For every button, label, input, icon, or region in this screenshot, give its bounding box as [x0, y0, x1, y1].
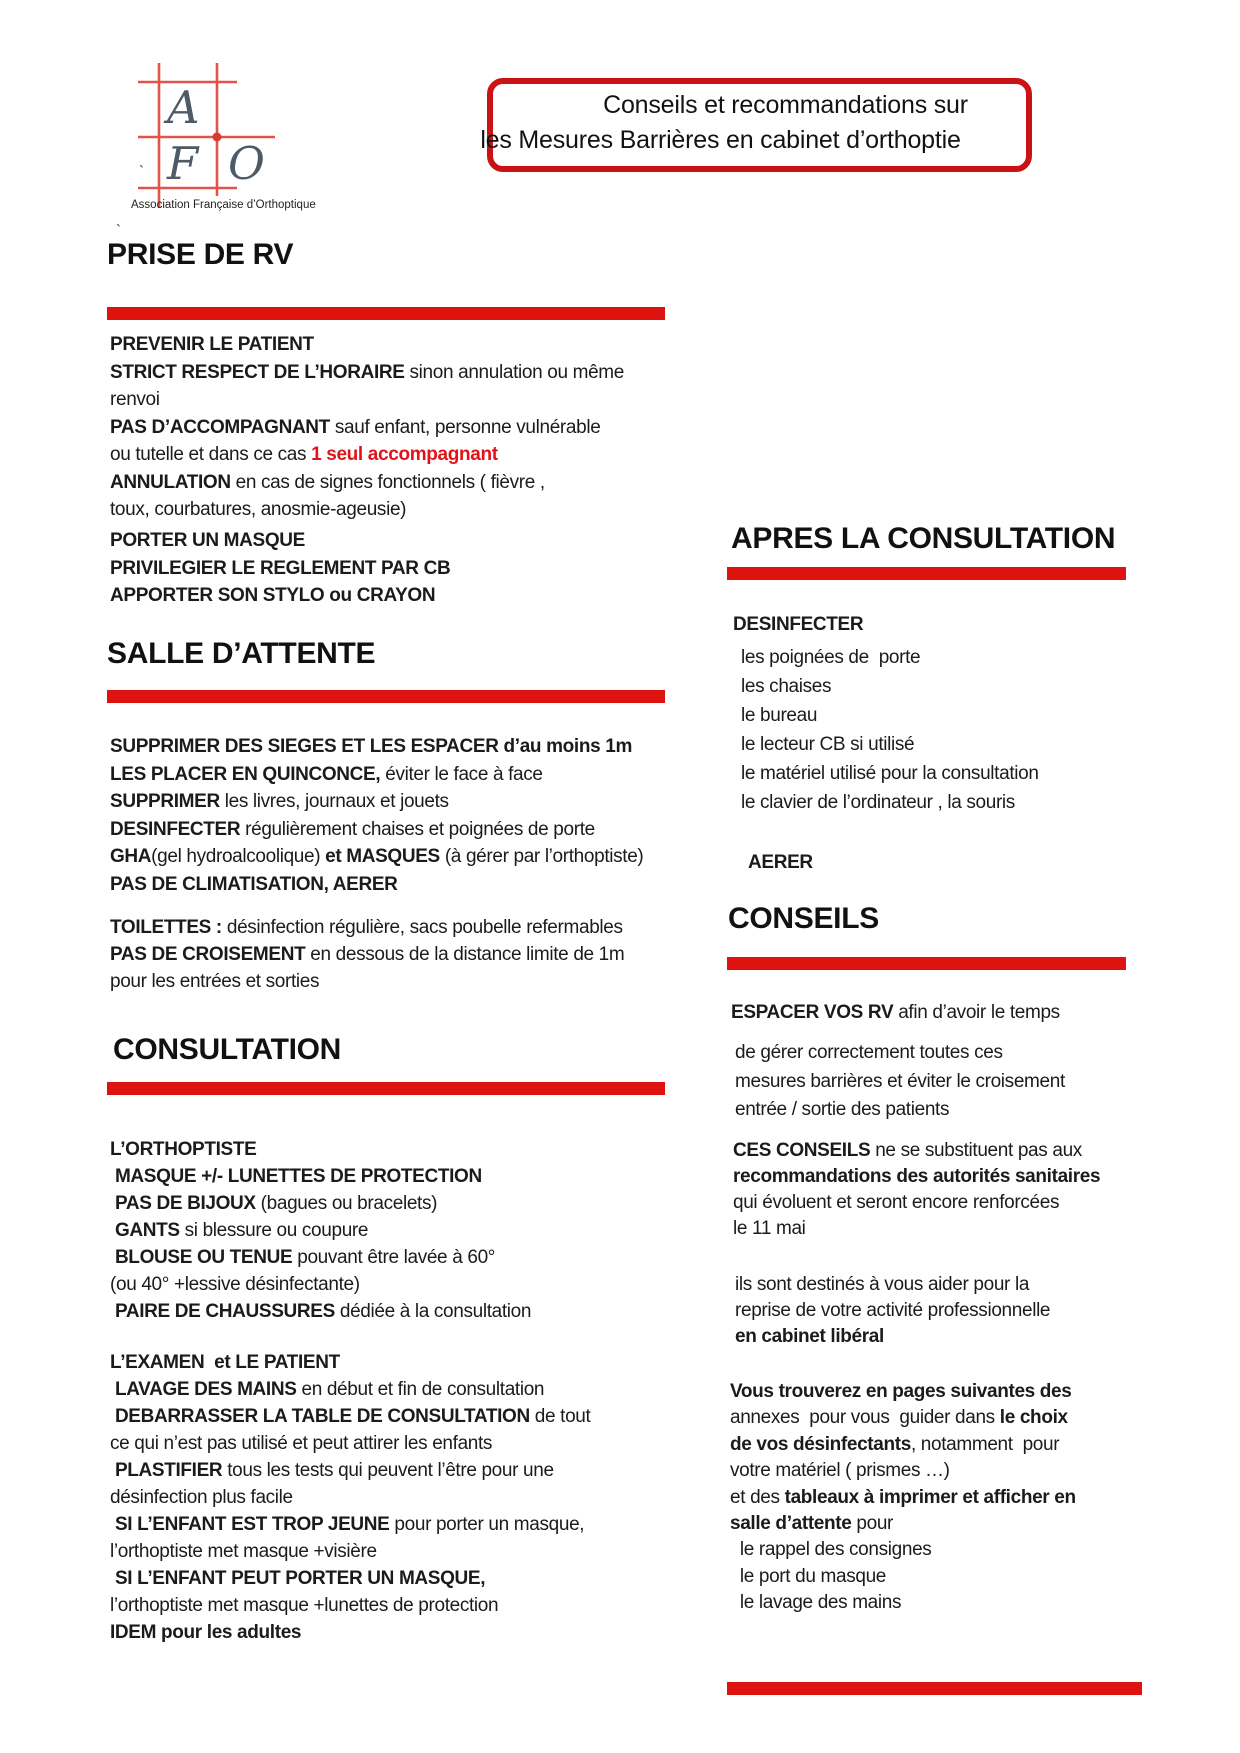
conseils-body-1 [731, 999, 1060, 1027]
section-heading-conseils: CONSEILS [728, 902, 879, 935]
salle-d-attente-body-1 [110, 733, 643, 899]
text-line: ou tutelle et dans ce cas 1 seul accompagnant [110, 444, 498, 465]
text-line: LES PLACER EN QUINCONCE, éviter le face à face [110, 763, 543, 785]
text-line: BLOUSE OU TENUE pouvant être lavée à 60° [110, 1247, 496, 1268]
text-line: salle d’attente pour [730, 1513, 894, 1535]
apres-aerer-label [748, 849, 813, 877]
text-line: et des tableaux à imprimer et afficher en [730, 1486, 1076, 1508]
text-line: SUPPRIMER les livres, journaux et jouets [110, 791, 449, 813]
stray-mark: ` [116, 222, 121, 239]
text-line: PLASTIFIER tous les tests qui peuvent l’être pour une [110, 1460, 554, 1481]
text-line: ANNULATION en cas de signes fonctionnels ( fièvre , [110, 471, 545, 493]
text-line: PRIVILEGIER LE REGLEMENT PAR CB [110, 557, 451, 579]
logo-letter-o: O [228, 137, 265, 190]
text-line: PREVENIR LE PATIENT [110, 334, 314, 355]
text-line: ESPACER VOS RV afin d’avoir le temps [731, 1002, 1060, 1023]
text-line: qui évoluent et seront encore renforcées [733, 1192, 1060, 1213]
logo-letter-f: F [167, 137, 199, 190]
text-line: renvoi [110, 389, 160, 410]
conseils-body-2 [735, 1039, 1065, 1125]
section-heading-prise-de-rv: PRISE DE RV [107, 238, 294, 271]
text-line: en cabinet libéral [735, 1326, 884, 1347]
text-line: DESINFECTER [733, 614, 864, 635]
section-heading-salle-d-attente: SALLE D’ATTENTE [107, 637, 376, 670]
text-line: GHA(gel hydroalcoolique) et MASQUES (à gérer par l’orthoptiste) [110, 846, 644, 868]
prise-de-rv-body-2 [110, 527, 450, 610]
text-line: ils sont destinés à vous aider pour la [735, 1274, 1030, 1295]
text-line: LAVAGE DES MAINS en début et fin de consultation [110, 1379, 545, 1400]
text-line: (ou 40° +lessive désinfectante) [110, 1274, 360, 1295]
text-line: recommandations des autorités sanitaires [733, 1166, 1101, 1187]
conseils-body-3 [733, 1138, 1100, 1242]
logo-caption: Association Française d’Orthoptique [131, 199, 316, 211]
text-line: CES CONSEILS ne se substituent pas aux [733, 1140, 1082, 1161]
text-line: votre matériel ( prismes …) [730, 1460, 950, 1482]
text-line: TOILETTES : désinfection régulière, sacs poubelle refermables [110, 917, 623, 938]
text-line: PAS DE CROISEMENT en dessous de la distance limite de 1m [110, 944, 625, 965]
text-line: le bureau [741, 705, 818, 726]
text-line: l’orthoptiste met masque +lunettes de protection [110, 1595, 499, 1616]
conseils-body-4 [735, 1272, 1050, 1350]
text-line: GANTS si blessure ou coupure [110, 1220, 369, 1241]
text-line: PORTER UN MASQUE [110, 530, 305, 551]
text-line: IDEM pour les adultes [110, 1622, 302, 1643]
text-line: pour les entrées et sorties [110, 971, 320, 992]
text-line: APPORTER SON STYLO ou CRAYON [110, 585, 436, 606]
text-line: les poignées de porte [741, 647, 921, 668]
text-line: STRICT RESPECT DE L’HORAIRE sinon annulation ou même [110, 361, 624, 383]
logo-dot [213, 133, 222, 142]
text-line: L’ORTHOPTISTE [110, 1139, 257, 1160]
text-line: SI L’ENFANT EST TROP JEUNE pour porter un masque, [110, 1514, 585, 1535]
text-line: le lavage des mains [730, 1592, 902, 1614]
text-line: toux, courbatures, anosmie-ageusie) [110, 499, 407, 520]
text-line: PAIRE DE CHAUSSURES dédiée à la consultation [110, 1301, 532, 1322]
text-line: l’orthoptiste met masque +visière [110, 1541, 377, 1562]
text-line: entrée / sortie des patients [735, 1099, 950, 1121]
conseils-body-5 [730, 1379, 1076, 1617]
text-line: SUPPRIMER DES SIEGES ET LES ESPACER d’au moins 1m [110, 736, 633, 757]
title-line-2: les Mesures Barrières en cabinet d’orthoptie [480, 126, 961, 154]
text-line: le matériel utilisé pour la consultation [741, 763, 1039, 784]
text-line: le rappel des consignes [730, 1539, 932, 1561]
text-line: DESINFECTER régulièrement chaises et poignées de porte [110, 818, 595, 840]
red-bar-footer [727, 1682, 1142, 1695]
text-line: le clavier de l’ordinateur , la souris [741, 792, 1015, 813]
section-heading-apres-la-consultation: APRES LA CONSULTATION [731, 522, 1116, 555]
title-line-1: Conseils et recommandations sur [603, 91, 968, 119]
red-bar-consultation [107, 1082, 665, 1095]
text-line: le port du masque [730, 1565, 887, 1587]
text-line: Vous trouverez en pages suivantes des [730, 1381, 1072, 1402]
text-line: AERER [748, 852, 813, 873]
prise-de-rv-body-1 [110, 331, 624, 524]
text-line: annexes pour vous guider dans le choix [730, 1407, 1068, 1429]
text-line: désinfection plus facile [110, 1487, 293, 1508]
logo-letter-a: A [167, 81, 200, 134]
apres-desinfecter-list [741, 643, 1039, 817]
text-line: ce qui n’est pas utilisé et peut attirer les enfants [110, 1433, 493, 1454]
section-heading-consultation: CONSULTATION [113, 1033, 342, 1066]
consultation-body-2 [110, 1349, 590, 1646]
text-line: PAS DE CLIMATISATION, AERER [110, 873, 398, 895]
document-title [398, 88, 1043, 158]
stray-mark: ` [139, 163, 144, 180]
text-line: DEBARRASSER LA TABLE DE CONSULTATION de tout [110, 1406, 591, 1427]
red-bar-salle-d-attente [107, 690, 665, 703]
text-line: les chaises [741, 676, 832, 697]
text-line: le lecteur CB si utilisé [741, 734, 915, 755]
text-line: PAS D’ACCOMPAGNANT sauf enfant, personne vulnérable [110, 416, 601, 438]
afo-logo [115, 55, 315, 215]
text-line: de vos désinfectants, notamment pour [730, 1433, 1060, 1455]
text-line: mesures barrières et éviter le croisement [735, 1070, 1065, 1092]
red-bar-conseils [727, 957, 1126, 970]
apres-desinfecter-label [733, 611, 863, 639]
text-line: de gérer correctement toutes ces [735, 1042, 1003, 1063]
text-line: PAS DE BIJOUX (bagues ou bracelets) [110, 1193, 438, 1214]
text-line: reprise de votre activité professionnelle [735, 1300, 1051, 1321]
salle-d-attente-body-2 [110, 914, 624, 995]
text-line: L’EXAMEN et LE PATIENT [110, 1352, 340, 1373]
text-line: SI L’ENFANT PEUT PORTER UN MASQUE, [110, 1568, 486, 1589]
consultation-body-1 [110, 1136, 531, 1325]
text-line: le 11 mai [733, 1218, 806, 1239]
text-line: MASQUE +/- LUNETTES DE PROTECTION [110, 1166, 482, 1187]
red-bar-apres-la-consultation [727, 567, 1126, 580]
red-bar-prise-de-rv [107, 307, 665, 320]
